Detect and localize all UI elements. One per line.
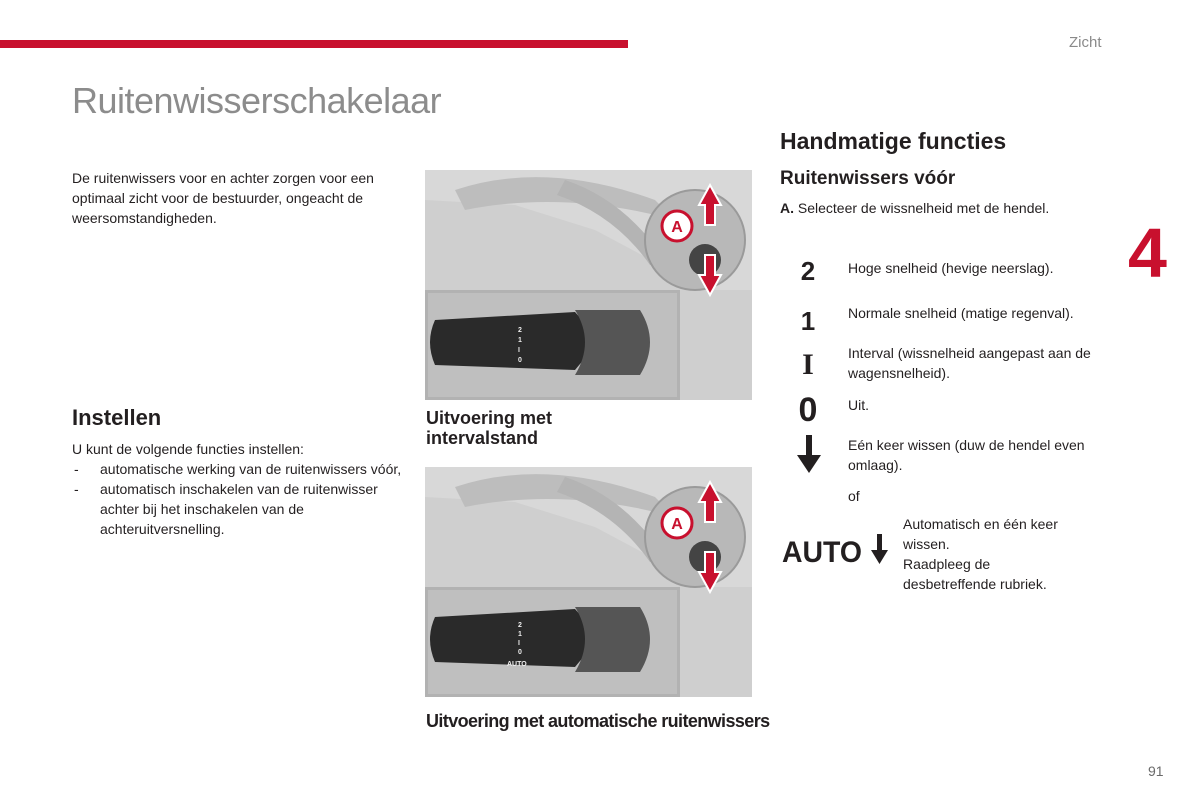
position-description: Uit.: [848, 397, 869, 413]
select-label: A.: [780, 200, 794, 216]
intro-paragraph: De ruitenwissers voor en achter zorgen voor een optimaal zicht voor de bestuurder, ongeacht de weersomstandigheden.: [72, 170, 374, 226]
stalk-position-label: 2: [518, 327, 522, 334]
auto-description-line: Automatisch en één keer wissen.: [903, 516, 1058, 552]
callout-a-label: A: [671, 219, 683, 236]
section-label: Zicht: [1069, 34, 1102, 51]
caption-auto: Uitvoering met automatische ruitenwissers: [426, 711, 770, 731]
chapter-number: 4: [1128, 214, 1167, 292]
select-text: Selecteer de wissnelheid met de hendel.: [797, 200, 1050, 216]
instellen-intro: U kunt de volgende functies instellen:: [72, 441, 304, 457]
handmatig-heading: Handmatige functies: [780, 128, 1007, 154]
position-symbol-1: 1: [800, 306, 816, 336]
caption-interval: Uitvoering met intervalstand: [426, 408, 553, 448]
or-text: of: [848, 488, 860, 504]
stalk-position-label: 2: [518, 622, 522, 629]
position-symbol-2: 2: [800, 256, 816, 286]
wissers-subheading: Ruitenwissers vóór: [780, 168, 956, 189]
down-arrow-icon: [796, 435, 822, 475]
list-item: - automatische werking van de ruitenwissers vóór,: [72, 459, 402, 479]
down-arrow-icon: [871, 534, 888, 564]
wiper-stalk-figure-interval: [425, 170, 752, 400]
stalk-position-label: 1: [518, 337, 522, 344]
instellen-section: [72, 439, 402, 539]
auto-symbol: [782, 530, 894, 570]
header-accent-bar: [0, 40, 628, 48]
page-title: Ruitenwisserschakelaar: [72, 80, 442, 121]
stalk-position-label: 0: [518, 357, 522, 364]
stalk-position-label: I: [518, 640, 520, 647]
stalk-position-label: I: [518, 347, 520, 354]
instellen-list: [72, 459, 402, 539]
position-description: Normale snelheid (matige regenval).: [848, 305, 1074, 321]
stalk-position-label: 1: [518, 631, 522, 638]
list-item: - automatisch inschakelen van de ruitenwisser achter bij het inschakelen van de achteruitversnelling.: [72, 479, 402, 539]
stalk-position-label: 0: [518, 649, 522, 656]
position-symbol-off: 0: [798, 391, 818, 429]
callout-a-label: A: [671, 516, 683, 533]
stalk-position-label: AUTO: [507, 661, 527, 668]
instellen-heading: Instellen: [72, 405, 162, 430]
auto-symbol-label: AUTO: [782, 536, 862, 569]
select-instruction: [780, 198, 1100, 218]
auto-description-line: Raadpleeg de desbetreffende rubriek.: [903, 556, 1047, 592]
position-symbol-interval: I: [802, 348, 814, 381]
wiper-stalk-figure-auto: [425, 467, 752, 697]
position-description: Eén keer wissen (duw de hendel even omlaag).: [848, 437, 1085, 473]
position-description: Hoge snelheid (hevige neerslag).: [848, 260, 1054, 276]
position-description: Interval (wissnelheid aangepast aan de wagensnelheid).: [848, 345, 1091, 381]
auto-description: [903, 514, 1083, 594]
page-number: 91: [1148, 763, 1164, 779]
